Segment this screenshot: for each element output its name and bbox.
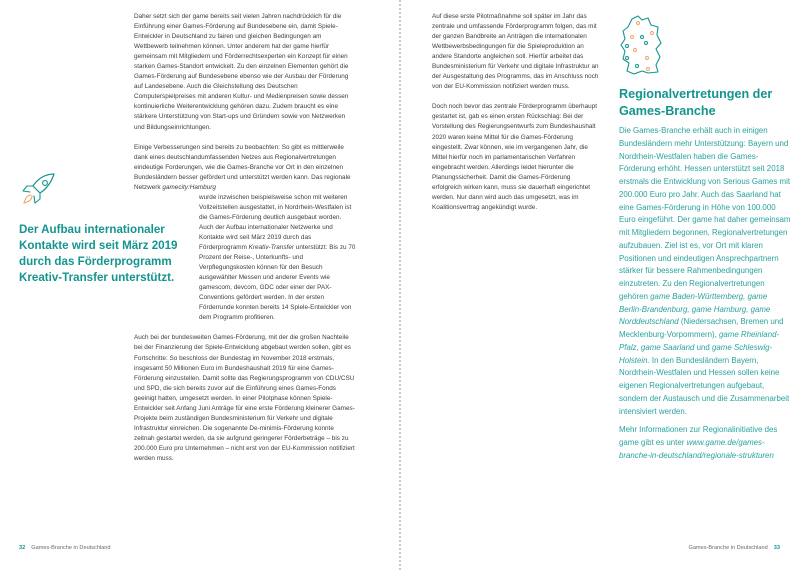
rocket-icon bbox=[18, 168, 60, 210]
indented-text-block: wurde inzwischen beispielsweise schon mit weiteren Vollzeitstellen ausgestattet, in Nordrhein-Westfalen ist die Games-Förderung deutlich ausgebaut worden. Auch der Aufbau internationaler Netzwerke und Kontakte wird seit März 2019 durch das Förderprogramm Kreativ-Transfer unterstützt: Bis zu 70 Prozent der Reise-, Unterkunfts- und Verpflegungskosten können für den Besuch ausgewählter Messen und anderer Events wie gamescom, devcom, GDC oder einer der PAX-Conventions gefördert werden. In der ersten Förderrunde konnten bereits 14 Spiele-Entwickler von dem Programm profitieren. bbox=[199, 193, 356, 322]
footer-right bbox=[688, 545, 780, 551]
sidebar-heading: Regionalvertretungen der Games-Branche bbox=[619, 87, 773, 118]
paragraph: Doch noch bevor das zentrale Förderprogramm überhaupt gestartet ist, gab es einen ersten Rückschlag: Bei der Vorstellung des Regierungsentwurfs zum Bundeshaushalt 2020 waren keine Mittel für die Games-Förderung eingestellt. Zwar können, wie im vergangenen Jahr, die Mittel hierfür noch im parlamentarischen Verfahren eingebracht werden. Allerdings leidet hierunter die Planungssicherheit. Damit die Games-Förderung erfolgreich wirken kann, muss sie dauerhaft eingerichtet werden. Nur dann wird auch das umgesetzt, was im Koalitionsvertrag angekündigt wurde. bbox=[432, 103, 598, 211]
footer-left bbox=[19, 545, 111, 551]
paragraph: Auf diese erste Pilotmaßnahme soll später im Jahr das zentrale und umfassende Förderprogramm folgen, das mit der ganzen Bandbreite an Anträgen die internationalen Wettbewerbsbedingungen für die Spieleproduktion an andere Standorte angleichen soll. Hierfür arbeitet das Bundesministerium für Verkehr und digitale Infrastruktur an der Ausgestaltung des Programms, das im Anschluss noch von der EU-Kommission notifiziert werden muss. bbox=[432, 13, 599, 91]
footer-section-title: Games-Branche in Deutschland bbox=[688, 545, 768, 551]
germany-map-icon bbox=[618, 13, 664, 77]
sidebar-paragraph: Mehr Informationen zur Regionalinitiative des game gibt es unter www.game.de/games-branche-in-deutschland/regionale-strukturen bbox=[619, 425, 778, 460]
paragraph: Einige Verbesserungen sind bereits zu beobachten: So gibt es mittlerweile dank eines deutschlandumfassenden Netzes aus Regionalvertretungen eindeutige Forderungen, wie die Games-Branche vor Ort in den einzelnen Bundesländern besser gefördert und unterstützt werden kann. Das regionale Netzwerk gamecity:Hamburg wurde inzwischen beispielsweise schon mit weiteren Vollzeitstellen ausgestattet, in Nordrhein-Westfalen ist die Games-Förderung deutlich ausgebaut worden. Auch der Aufbau internationaler Netzwerke und Kontakte wird seit März 2019 durch das Förderprogramm Kreativ-Transfer unterstützt: Bis zu 70 Prozent der Reise-, Unterkunfts- und Verpflegungskosten können für den Besuch ausgewählter Messen und anderer Events wie gamescom, devcom, GDC oder einer der PAX-Conventions gefördert werden. In der ersten Förderrunde konnten bereits 14 Spiele-Entwickler von dem Programm profitieren. bbox=[134, 143, 356, 324]
right-main-column bbox=[432, 12, 600, 223]
pullquote: Der Aufbau internationaler Kontakte wird seit März 2019 durch das Förderprogramm Kreativ-Transfer unterstützt. bbox=[19, 223, 178, 284]
paragraph: Daher setzt sich der game bereits seit vielen Jahren nachdrücklich für die Einführung einer Games-Förderung auf Bundesebene ein, damit Spiele-Entwickler in Deutschland zu fairen und gleichen Bedingungen am Wettbewerb teilnehmen können. Unter anderem hat der game hierfür gemeinsam mit Mitgliedern und Förderrechtsexperten ein Konzept für einen starken Games-Standort entwickelt. Zu den einzelnen Elementen gehört die Games-Förderung auf Bundesebene ebenso wie der Ausbau der Förderung auf Landesebene. Auch die Gleichstellung des Deutschen Computerspielpreises mit anderen Kultur- und Medienpreisen sowie dessen kontinuierliche Weiterentwicklung gehören dazu. Zudem braucht es eine stärkere Unterstützung von Start-ups und Gründern sowie von Netzwerken und Bildungseinrichtungen. bbox=[134, 13, 349, 131]
sidebar-paragraph: Die Games-Branche erhält auch in einigen Bundesländern mehr Unterstützung: Bayern und Nordrhein-Westfalen haben die Games-Förderung erhöht. Hessen unterstützt seit 2018 erstmals die Entwicklung von Serious Games mit 200.000 Euro pro Jahr. Auch das Saarland hat eine Games-Förderung in Höhe von 100.000 Euro eingeführt. Der game hat daher gemeinsam mit Mitgliedern begonnen, Regionalvertretungen aufzubauen. Ziel ist es, vor Ort mit klaren Positionen und eindeutigen Ansprechpartnern stärker für bessere Rahmenbedingungen einzutreten. Zu den Regionalvertretungen gehören game Baden-Württemberg, game Berlin-Brandenburg, game Hamburg, game Norddeutschland (Niedersachsen, Bremen und Mecklenburg-Vorpommern), game Rheinland-Pfalz, game Saarland und game Schleswig-Holstein. In den Bundesländern Bayern, Nordrhein-Westfalen und Hessen sollen keine eigenen Regionalvertretungen aufgebaut, sondern der Austausch und die Zusammenarbeit intensiviert werden. bbox=[619, 126, 791, 416]
paragraph: Auch bei der bundesweiten Games-Förderung, mit der die großen Nachteile bei der Finanzierung der Spiele-Entwicklung abgebaut werden sollen, gibt es Fortschritte: So beschloss der Bundestag im November 2018 erstmals, insgesamt 50 Millionen Euro im Bundeshaushalt 2019 für eine Games-Förderung einzustellen. Damit sollte das Regierungsprogramm von CDU/CSU und SPD, die sich bereits zuvor auf die Einführung eines Games-Fonds geeinigt hatten, umgesetzt werden. In einer Pilotphase können Spiele-Entwickler seit Anfang Juni Anträge für eine erste Förderung kleinerer Games-Projekte beim zuständigen Bundesministerium für Verkehr und digitale Infrastruktur einreichen. Die sogenannte De-minimis-Förderung konnte zeitnah gestartet werden, da sie aufgrund geringerer Förderbeträge – bis zu 200.000 Euro pro Unternehmen – nicht erst von der EU-Kommission notifiziert werden muss. bbox=[134, 334, 355, 462]
page-number: 33 bbox=[773, 545, 780, 551]
footer-section-title: Games-Branche in Deutschland bbox=[31, 545, 111, 551]
right-page bbox=[401, 0, 800, 571]
sidebar-text bbox=[619, 125, 791, 469]
page-number: 32 bbox=[19, 545, 26, 551]
regional-structures-link[interactable]: www.game.de/games-branche-in-deutschland/regionale-strukturen bbox=[619, 438, 774, 460]
